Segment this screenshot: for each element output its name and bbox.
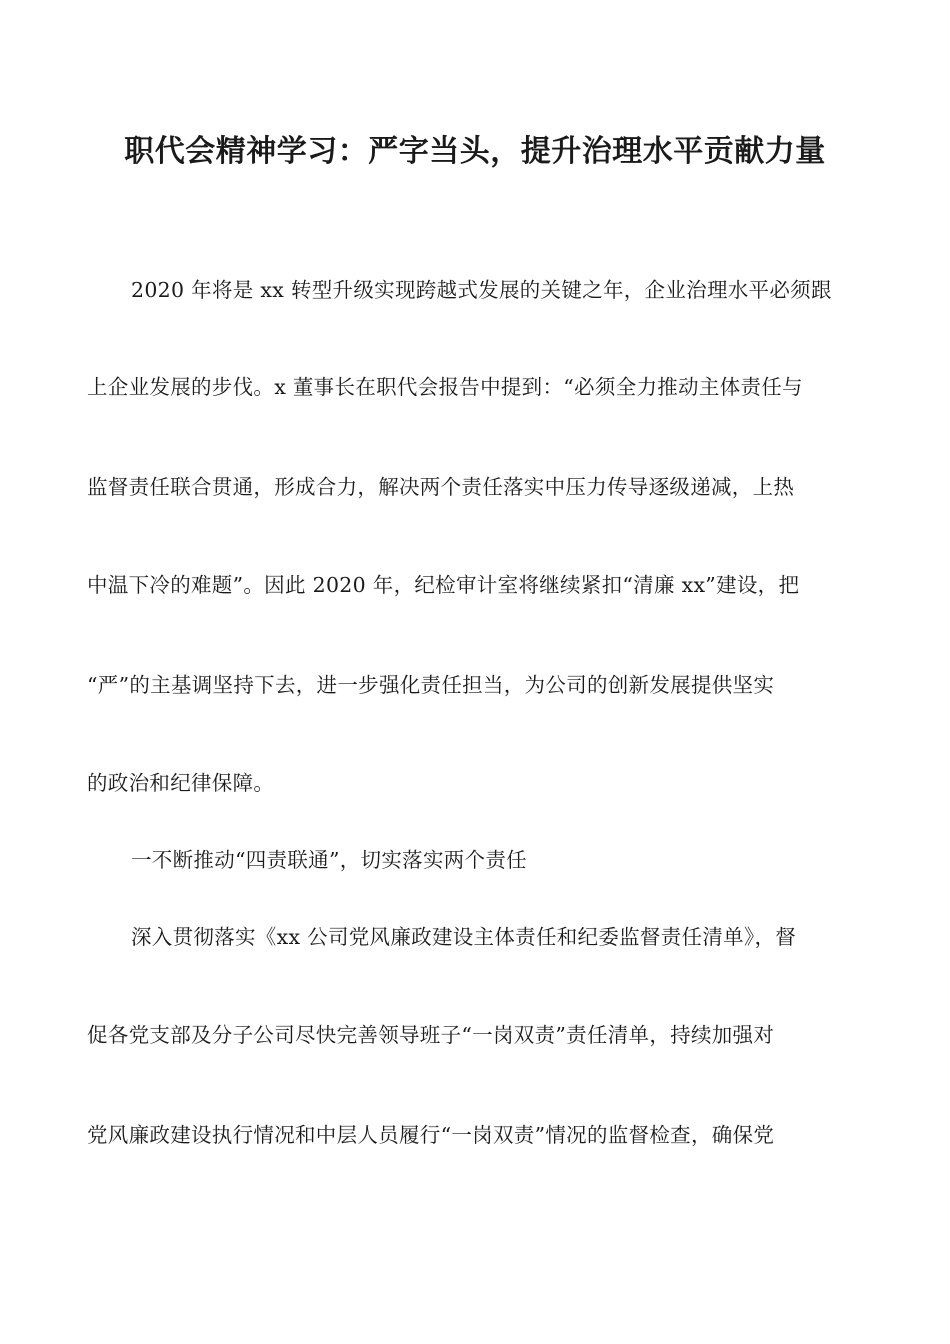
- paragraph-line: 中温下冷的难题”。因此 2020 年，纪检审计室将继续紧扣“清廉 xx”建设，把: [87, 573, 800, 597]
- paragraph-line: 监督责任联合贯通，形成合力，解决两个责任落实中压力传导逐级递减，上热: [87, 475, 795, 499]
- paragraph-line: 2020 年将是 xx 转型升级实现跨越式发展的关键之年，企业治理水平必须跟: [131, 278, 832, 302]
- document-title: 职代会精神学习：严字当头，提升治理水平贡献力量: [124, 134, 826, 169]
- section-heading: 一不断推动“四责联通”，切实落实两个责任: [131, 848, 527, 872]
- paragraph-line: 促各党支部及分子公司尽快完善领导班子“一岗双责”责任清单，持续加强对: [87, 1023, 775, 1047]
- paragraph-line: 深入贯彻落实《xx 公司党风廉政建设主体责任和纪委监督责任清单》，督: [131, 925, 797, 949]
- paragraph-line: 上企业发展的步伐。x 董事长在职代会报告中提到：“必须全力推动主体责任与: [87, 375, 803, 399]
- paragraph-line: 的政治和纪律保障。: [87, 771, 275, 795]
- paragraph-line: 党风廉政建设执行情况和中层人员履行“一岗双责”情况的监督检查，确保党: [87, 1123, 775, 1147]
- paragraph-line: “严”的主基调坚持下去，进一步强化责任担当，为公司的创新发展提供坚实: [87, 673, 775, 697]
